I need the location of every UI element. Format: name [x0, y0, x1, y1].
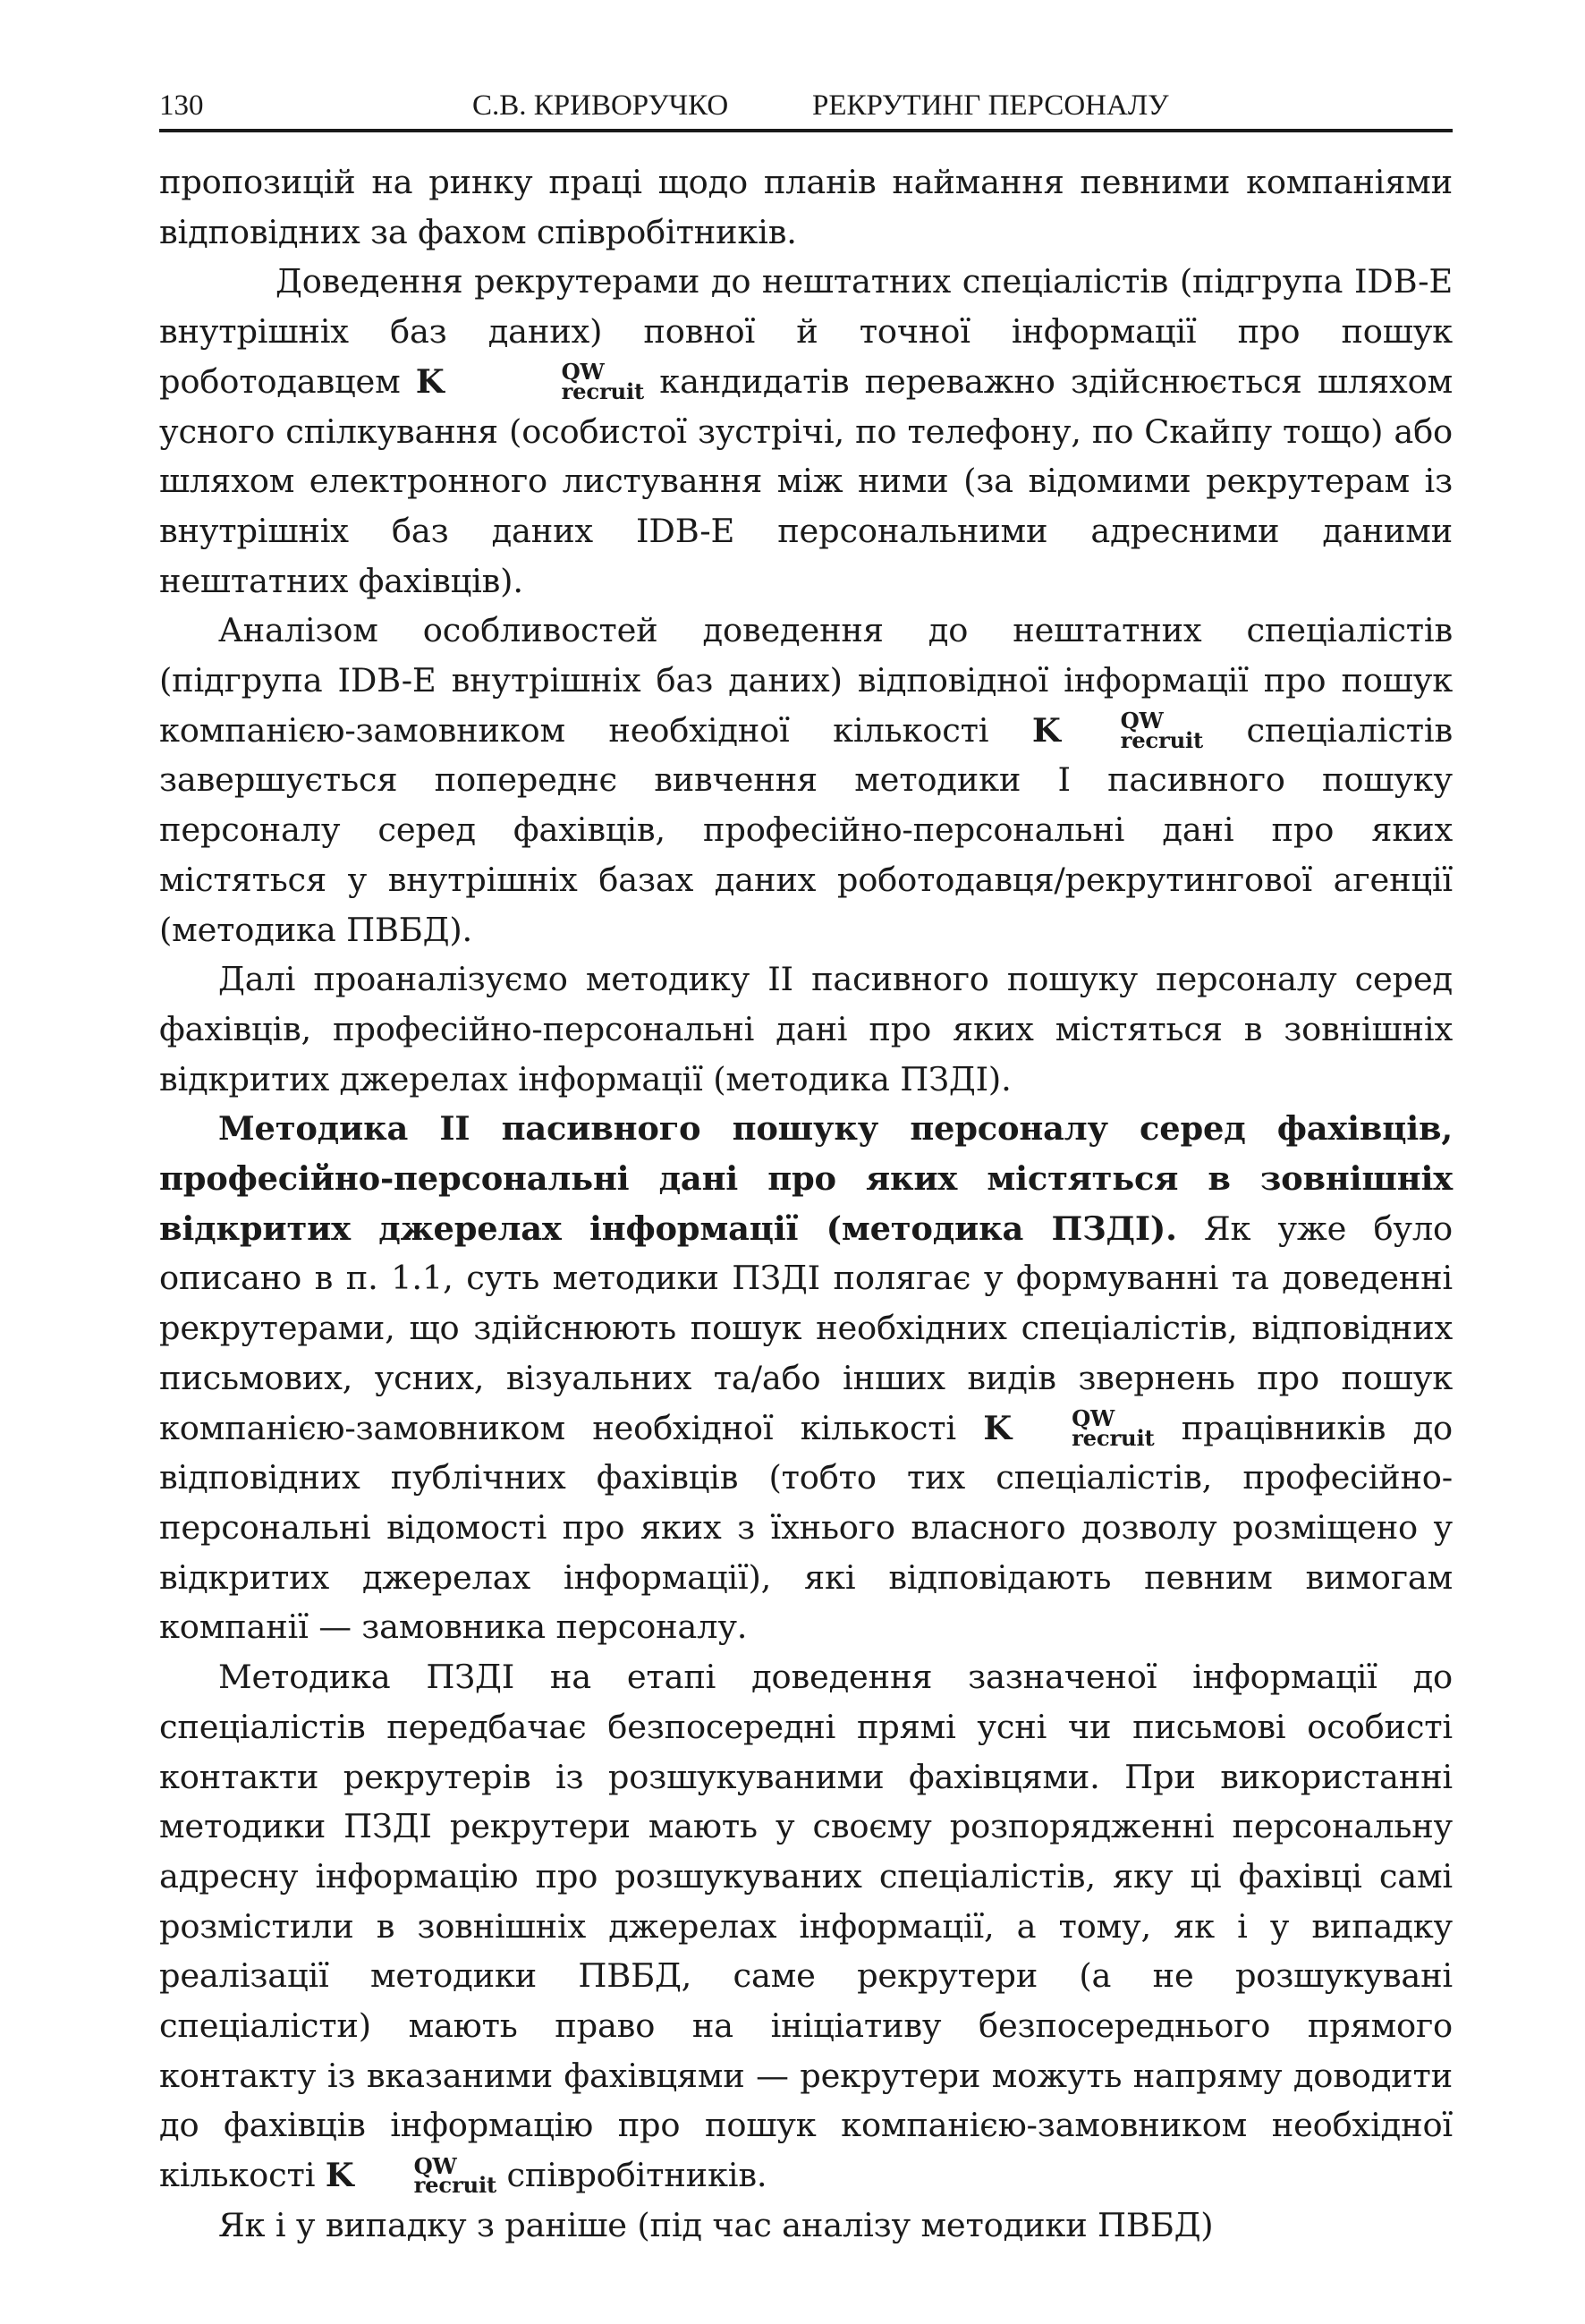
paragraph-text: працівників до відповідних публічних фахівців (тобто тих спеціалістів, професійно-персональні відомості про яких з їхнього власного дозволу розміщено у відкритих джерелах інформації), які відповідають певним вимогам компанії — замовника персоналу. — [159, 1408, 1454, 1647]
paragraph-text: пропозицій на ринку праці щодо планів наймання певними компаніями відповідних за фахом співробітників. — [159, 163, 1453, 251]
k-recruit-symbol: K QW recruit — [1031, 708, 1204, 754]
paragraph-text: співробітників. — [496, 2156, 767, 2195]
paragraph-text: Далі проаналізуємо методику ІІ пасивного пошуку персоналу серед фахівців, професійно-персональні дані про яких містяться в зовнішніх відкритих джерелах інформації (методика ПЗДІ). — [159, 960, 1453, 1098]
k-recruit-symbol: K QW recruit — [415, 359, 645, 405]
page-number: 130 — [159, 89, 204, 122]
header-book-title: РЕКРУТИНГ ПЕРСОНАЛУ — [812, 89, 1169, 122]
paragraph-text: Як уже було описано в п. 1.1, суть методики ПЗДІ полягає у формуванні та доведенні рекрутерами, що здійснюють пошук необхідних спеціалістів, відповідних письмових, усних, візуальних та/або інших видів звернень про пошук компанією-замовником необхідної кількості — [159, 1209, 1453, 1447]
running-header — [159, 88, 1451, 132]
paragraph — [159, 1104, 1453, 1652]
paragraph — [159, 1652, 1453, 2201]
section-heading-inline: Методика ІІ пасивного пошуку персоналу серед фахівців, професійно-персональні дані про яких містяться в зовнішніх відкритих джерелах інформації (методика ПЗДІ). — [159, 1108, 1453, 1248]
paragraph — [159, 606, 1453, 954]
paragraph-text: Доведення рекрутерами до нештатних спеціалістів (підгрупа IDB-E внутрішніх баз даних) повної й точної інформації про пошук роботодавцем — [159, 262, 1453, 401]
paragraph-text: кандидатів переважно здійснюється шляхом усного спілкування (особистої зустрічі, по телефону, по Скайпу тощо) або шляхом електронного листування між ними (за відомими рекрутерам із внутрішніх баз даних IDB-E персональними адресними даними нештатних фахівців). — [159, 361, 1453, 600]
paragraph-text: Методика ПЗДІ на етапі доведення зазначеної інформації до спеціалістів передбачає безпосередні прямі усні чи письмові особисті контакти рекрутерів із розшукуваними фахівцями. При використанні методики ПЗДІ рекрутери мають у своєму розпорядженні персональну адресну інформацію про розшукуваних спеціалістів, яку ці фахівці самі розмістили в зовнішніх джерелах інформації, а тому, як і у випадку реалізації методики ПВБД, саме рекрутери (а не розшукувані спеціалісти) мають право на ініціативу безпосереднього прямого контакту із вказаними фахівцями — рекрутери можуть напряму доводити до фахівців інформацію про пошук компанією-замовником необхідної кількості — [159, 1658, 1453, 2195]
header-author: С.В. КРИВОРУЧКО — [472, 89, 729, 122]
k-recruit-symbol: K QW recruit — [983, 1405, 1155, 1451]
paragraph — [159, 157, 1453, 257]
paragraph — [159, 2201, 1453, 2251]
header-rule — [159, 129, 1453, 132]
body-text — [159, 157, 1453, 2251]
paragraph-text: Аналізом особливостей доведення до нештатних спеціалістів (підгрупа IDB-E внутрішніх баз даних) відповідної інформації про пошук компанією-замовником необхідної кількості — [159, 611, 1453, 750]
paragraph-text: спеціалістів завершується попереднє вивчення методики І пасивного пошуку персоналу серед фахівців, професійно-персональні дані про яких містяться у внутрішніх базах даних роботодавця/рекрутингової агенції (методика ПВБД). — [159, 710, 1453, 949]
paragraph — [159, 954, 1453, 1104]
paragraph — [159, 257, 1453, 606]
paragraph-text: Як і у випадку з раніше (під час аналізу методики ПВБД) — [218, 2205, 1214, 2244]
k-recruit-symbol: K QW recruit — [325, 2152, 497, 2199]
